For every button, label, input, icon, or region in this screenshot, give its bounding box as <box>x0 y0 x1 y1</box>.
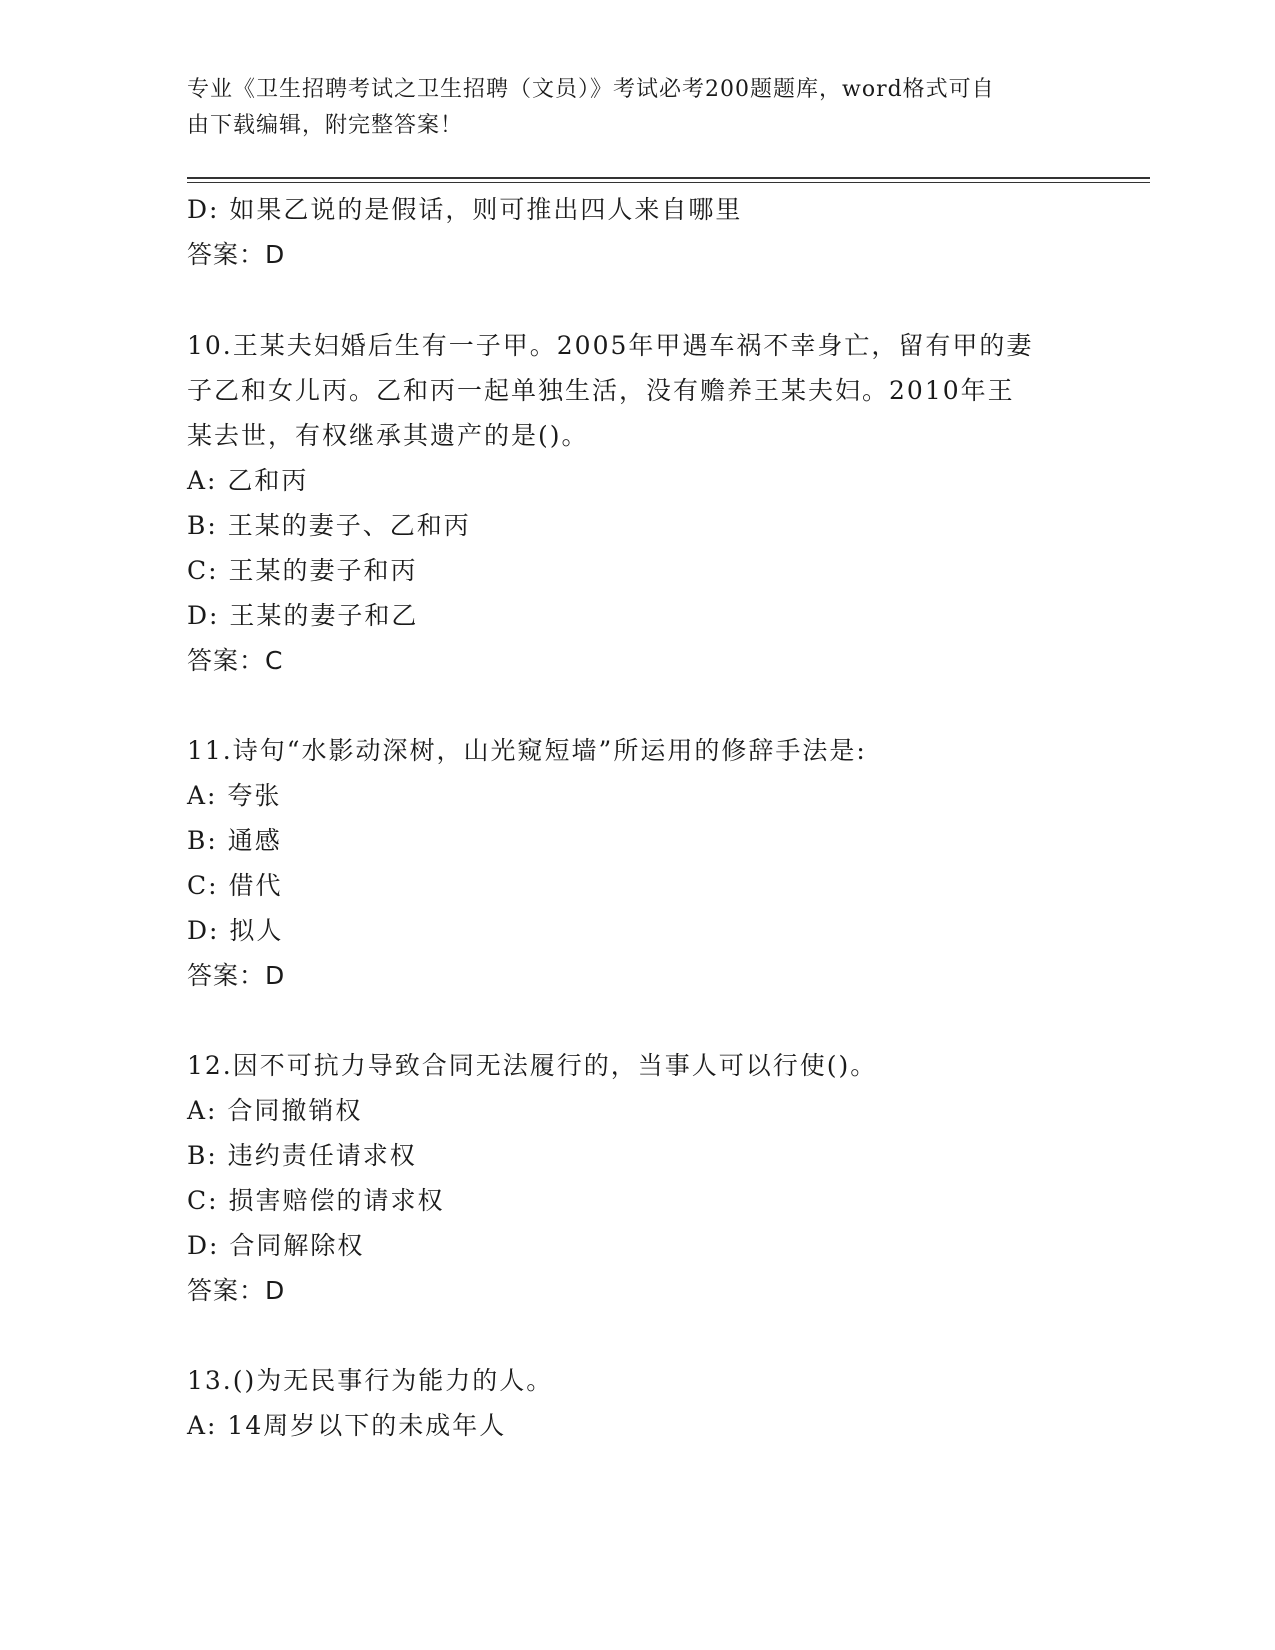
document-header <box>187 72 1067 144</box>
option-d-q12: D: 合同解除权 <box>187 1231 365 1260</box>
option-b-q11: B: 通感 <box>187 826 282 855</box>
answer-q12: 答案：D <box>187 1276 286 1305</box>
option-b-q10: B: 王某的妻子、乙和丙 <box>187 511 471 540</box>
option-d-q10: D: 王某的妻子和乙 <box>187 601 419 630</box>
answer-q9: 答案：D <box>187 240 286 269</box>
header-line-2: 由下载编辑，附完整答案！ <box>187 113 464 138</box>
header-rule-thin <box>187 182 1150 183</box>
option-b-q12: B: 违约责任请求权 <box>187 1141 417 1170</box>
option-c-q12: C: 损害赔偿的请求权 <box>187 1186 445 1215</box>
header-rule-thick <box>187 177 1150 179</box>
question-13: 13.()为无民事行为能力的人。 <box>187 1366 554 1395</box>
question-12: 12.因不可抗力导致合同无法履行的，当事人可以行使()。 <box>187 1051 878 1080</box>
answer-q11: 答案：D <box>187 961 286 990</box>
answer-q10: 答案：C <box>187 646 284 675</box>
option-d-q11: D: 拟人 <box>187 916 284 945</box>
option-a-q13: A: 14周岁以下的未成年人 <box>187 1411 507 1440</box>
question-11: 11.诗句“水影动深树，山光窥短墙”所运用的修辞手法是: <box>187 736 867 765</box>
option-a-q11: A: 夸张 <box>187 781 282 810</box>
question-10-line-2: 子乙和女儿丙。乙和丙一起单独生活，没有赡养王某夫妇。2010年王 <box>187 376 1015 405</box>
option-a-q10: A: 乙和丙 <box>187 466 309 495</box>
option-a-q12: A: 合同撤销权 <box>187 1096 363 1125</box>
question-10-line-1: 10.王某夫妇婚后生有一子甲。2005年甲遇车祸不幸身亡，留有甲的妻 <box>187 331 1034 360</box>
option-c-q11: C: 借代 <box>187 871 283 900</box>
option-d-q9: D: 如果乙说的是假话，则可推出四人来自哪里 <box>187 195 743 224</box>
question-10-line-3: 某去世，有权继承其遗产的是()。 <box>187 421 589 450</box>
header-line-1: 专业《卫生招聘考试之卫生招聘（文员）》考试必考200题题库，word格式可自 <box>187 77 995 102</box>
option-c-q10: C: 王某的妻子和丙 <box>187 556 418 585</box>
